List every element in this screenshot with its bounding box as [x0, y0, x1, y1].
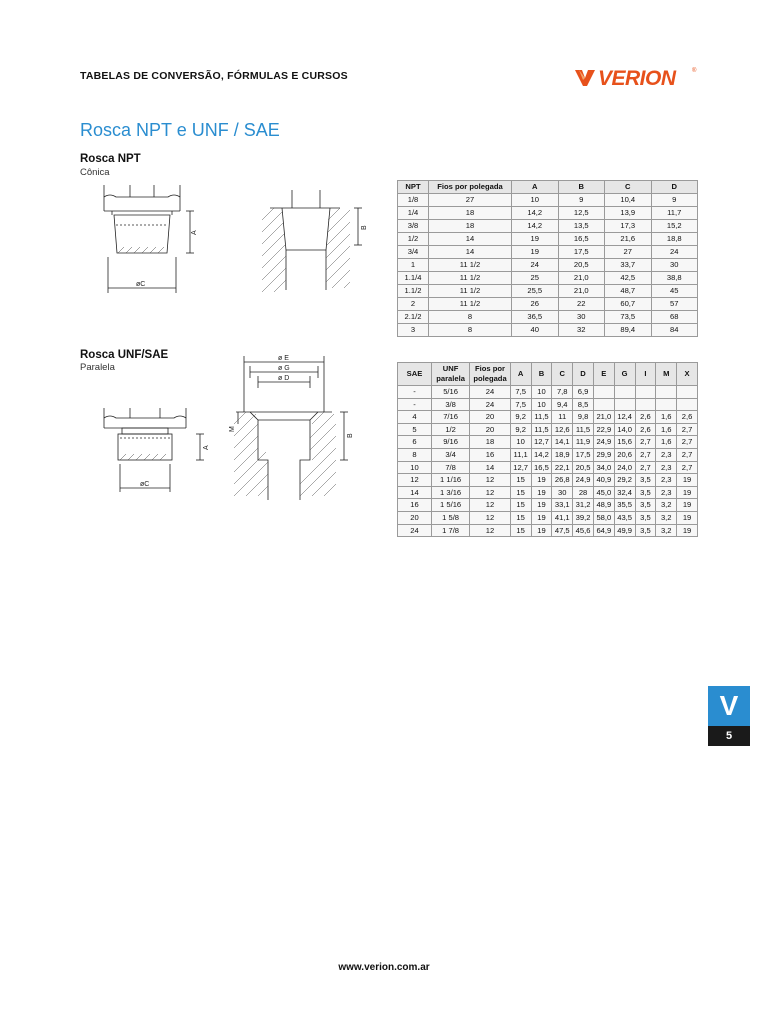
table-cell: 27 [429, 194, 512, 207]
table-cell: 12 [470, 524, 511, 537]
table-row [398, 324, 698, 337]
table-cell: 57 [651, 298, 698, 311]
table-cell: 2,7 [677, 461, 698, 474]
column-header [573, 363, 594, 386]
table-cell: 20 [470, 423, 511, 436]
column-header [593, 363, 614, 386]
table-cell: 1/4 [398, 207, 429, 220]
table-cell: 11 1/2 [429, 259, 512, 272]
table-cell: 12,6 [552, 423, 573, 436]
column-header-line: A [517, 369, 524, 378]
table-cell: 12,5 [558, 207, 605, 220]
table-cell: 12 [470, 511, 511, 524]
table-cell: 39,2 [573, 511, 594, 524]
column-header-line: B [538, 369, 545, 378]
table-cell: 48,9 [593, 499, 614, 512]
table-row [398, 436, 698, 449]
table-cell: 40,9 [593, 474, 614, 487]
table-cell: 11,5 [573, 423, 594, 436]
table-cell: 7/16 [431, 411, 469, 424]
table-cell: 47,5 [552, 524, 573, 537]
table-cell: 34,0 [593, 461, 614, 474]
table-cell: 1 7/8 [431, 524, 469, 537]
table-cell [593, 398, 614, 411]
table-cell: 1/2 [398, 233, 429, 246]
table-cell: 21,0 [558, 272, 605, 285]
table-cell: 12 [470, 474, 511, 487]
table-cell: 8 [429, 311, 512, 324]
table-cell: 19 [531, 474, 552, 487]
table-cell: 18 [429, 220, 512, 233]
table-cell: 30 [558, 311, 605, 324]
table-cell [677, 398, 698, 411]
table-row [398, 220, 698, 233]
table-row [398, 311, 698, 324]
table-cell: 22 [558, 298, 605, 311]
table-cell: 41,1 [552, 511, 573, 524]
footer-url: www.verion.com.ar [338, 962, 430, 973]
column-header-line: UNF [442, 364, 459, 373]
unf-table [397, 362, 698, 537]
column-header: C [605, 181, 652, 194]
table-row [398, 474, 698, 487]
table-row [398, 411, 698, 424]
table-row [398, 524, 698, 537]
table-cell [635, 398, 656, 411]
table-cell: 3/8 [398, 220, 429, 233]
table-cell: 29,9 [593, 448, 614, 461]
table-cell: 45,6 [573, 524, 594, 537]
table-cell: 2,3 [656, 474, 677, 487]
table-cell: 2 [398, 298, 429, 311]
table-cell: 14 [398, 486, 432, 499]
table-cell: 3/4 [398, 246, 429, 259]
table-cell: 17,5 [573, 448, 594, 461]
column-header [470, 363, 511, 386]
table-cell: 42,5 [605, 272, 652, 285]
table-cell: 11,5 [531, 411, 552, 424]
column-header: B [558, 181, 605, 194]
table-cell: 3,5 [635, 474, 656, 487]
table-cell: 10,4 [605, 194, 652, 207]
table-cell: 17,5 [558, 246, 605, 259]
table-cell: 7,5 [510, 386, 531, 399]
unf-section-title: Rosca UNF/SAE [80, 349, 169, 361]
table-cell: 14,0 [614, 423, 635, 436]
column-header [552, 363, 573, 386]
table-cell: 14 [429, 233, 512, 246]
table-cell: 30 [552, 486, 573, 499]
table-cell [635, 386, 656, 399]
table-cell: 12,7 [510, 461, 531, 474]
table-cell: 14,2 [512, 220, 559, 233]
page-title: Rosca NPT e UNF / SAE [80, 120, 280, 140]
table-cell: 6 [398, 436, 432, 449]
table-cell: 1/2 [431, 423, 469, 436]
table-cell: 14,2 [512, 207, 559, 220]
table-cell: 11,7 [651, 207, 698, 220]
table-row [398, 272, 698, 285]
table-row [398, 259, 698, 272]
table-cell: 18 [470, 436, 511, 449]
column-header-line: Fios por [475, 364, 505, 373]
table-cell: 19 [512, 233, 559, 246]
unf-dim-b-label: B [347, 433, 354, 438]
table-cell: 25 [512, 272, 559, 285]
table-cell: 14 [429, 246, 512, 259]
table-cell: 9 [651, 194, 698, 207]
table-cell: 3/8 [431, 398, 469, 411]
table-cell: 17,3 [605, 220, 652, 233]
column-header-line: D [580, 369, 586, 378]
column-header-line: X [684, 369, 690, 378]
table-cell: 32 [558, 324, 605, 337]
table-cell: 5/16 [431, 386, 469, 399]
table-cell: 14,1 [552, 436, 573, 449]
table-cell: 2,7 [677, 436, 698, 449]
table-cell: 49,9 [614, 524, 635, 537]
table-cell: 15 [510, 499, 531, 512]
table-cell: 9,8 [573, 411, 594, 424]
table-cell: 16,5 [558, 233, 605, 246]
table-cell: 19 [531, 486, 552, 499]
section-letter: V [708, 686, 750, 726]
table-cell: 3 [398, 324, 429, 337]
table-cell: 12 [398, 474, 432, 487]
table-cell: 26,8 [552, 474, 573, 487]
table-cell: 35,5 [614, 499, 635, 512]
table-cell: 3,5 [635, 486, 656, 499]
table-cell: 24 [512, 259, 559, 272]
table-cell: 24,0 [614, 461, 635, 474]
npt-male-fitting-drawing [100, 185, 210, 295]
npt-section-title: Rosca NPT [80, 153, 141, 165]
table-cell: 10 [531, 398, 552, 411]
table-cell: 38,8 [651, 272, 698, 285]
table-cell: 1,6 [656, 423, 677, 436]
table-cell: 3,5 [635, 511, 656, 524]
brand-logo-mark [574, 68, 596, 88]
table-cell: 3,5 [635, 499, 656, 512]
brand-registered-mark: ® [692, 68, 697, 74]
table-cell: 58,0 [593, 511, 614, 524]
table-cell: 2,7 [677, 423, 698, 436]
table-cell: 8 [398, 448, 432, 461]
table-cell: 15 [510, 524, 531, 537]
table-cell: 19 [677, 474, 698, 487]
table-cell: 9 [558, 194, 605, 207]
column-header-line: C [559, 369, 565, 378]
table-cell: 26 [512, 298, 559, 311]
table-cell: 19 [677, 524, 698, 537]
unf-section-subtitle: Paralela [80, 362, 115, 373]
unf-dim-d-label: ø D [278, 375, 290, 382]
table-cell: 11,9 [573, 436, 594, 449]
column-header [531, 363, 552, 386]
table-header-row [398, 181, 698, 194]
table-cell: 22,1 [552, 461, 573, 474]
table-cell: 24 [470, 386, 511, 399]
table-cell: 19 [531, 499, 552, 512]
table-cell: 10 [512, 194, 559, 207]
table-cell: 18,9 [552, 448, 573, 461]
table-cell: 24 [470, 398, 511, 411]
table-row [398, 285, 698, 298]
column-header [677, 363, 698, 386]
table-cell: 9,4 [552, 398, 573, 411]
column-header [614, 363, 635, 386]
table-cell: 24 [398, 524, 432, 537]
table-row [398, 386, 698, 399]
table-cell: 11,1 [510, 448, 531, 461]
section-tab [708, 686, 750, 746]
table-cell: 9,2 [510, 411, 531, 424]
table-cell: 84 [651, 324, 698, 337]
table-cell: 1 5/8 [431, 511, 469, 524]
table-cell: 29,2 [614, 474, 635, 487]
unf-dim-c-label: øC [140, 481, 150, 488]
table-cell: 2,7 [635, 461, 656, 474]
table-cell [677, 386, 698, 399]
table-cell: 33,7 [605, 259, 652, 272]
table-cell: 11,5 [531, 423, 552, 436]
table-cell: 16 [398, 499, 432, 512]
table-cell: 3,5 [635, 524, 656, 537]
table-cell: 5 [398, 423, 432, 436]
table-cell: 24,9 [573, 474, 594, 487]
table-cell: 36,5 [512, 311, 559, 324]
table-cell: 11 1/2 [429, 272, 512, 285]
column-header: Fios por polegada [429, 181, 512, 194]
column-header: D [651, 181, 698, 194]
table-cell: 30 [651, 259, 698, 272]
npt-dim-c-label: øC [136, 281, 146, 288]
table-cell: 19 [677, 511, 698, 524]
table-cell: 19 [512, 246, 559, 259]
table-row [398, 233, 698, 246]
table-cell: 12 [470, 486, 511, 499]
table-cell: - [398, 398, 432, 411]
table-cell: - [398, 386, 432, 399]
table-cell: 1.1/4 [398, 272, 429, 285]
npt-dim-b-label: B [361, 225, 368, 230]
table-cell: 9,2 [510, 423, 531, 436]
table-cell: 15,2 [651, 220, 698, 233]
brand-name: VERION [598, 67, 676, 90]
table-cell: 12,4 [614, 411, 635, 424]
table-cell: 19 [677, 486, 698, 499]
table-cell: 13,9 [605, 207, 652, 220]
table-row [398, 398, 698, 411]
page-number: 5 [708, 726, 750, 746]
table-cell: 10 [531, 386, 552, 399]
table-cell: 20,5 [558, 259, 605, 272]
table-cell: 2,6 [635, 423, 656, 436]
table-cell: 7,5 [510, 398, 531, 411]
table-row [398, 423, 698, 436]
table-cell [656, 386, 677, 399]
table-cell: 1.1/2 [398, 285, 429, 298]
table-row [398, 194, 698, 207]
table-cell: 16 [470, 448, 511, 461]
table-cell: 15 [510, 474, 531, 487]
table-cell: 40 [512, 324, 559, 337]
column-header-line: SAE [406, 369, 423, 378]
column-header [656, 363, 677, 386]
table-cell: 8 [429, 324, 512, 337]
table-row [398, 486, 698, 499]
table-cell: 20 [398, 511, 432, 524]
table-cell: 2.1/2 [398, 311, 429, 324]
table-cell [614, 398, 635, 411]
table-cell: 19 [531, 524, 552, 537]
table-cell: 10 [398, 461, 432, 474]
column-header [510, 363, 531, 386]
table-cell: 2,7 [635, 436, 656, 449]
unf-dim-e-label: ø E [278, 355, 289, 362]
table-cell: 16,5 [531, 461, 552, 474]
table-cell: 2,3 [656, 461, 677, 474]
table-cell: 1 3/16 [431, 486, 469, 499]
table-cell: 68 [651, 311, 698, 324]
column-header-line: polegada [473, 374, 507, 383]
column-header-line: paralela [436, 374, 465, 383]
table-cell: 14,2 [531, 448, 552, 461]
column-header-line: I [644, 369, 647, 378]
npt-section-subtitle: Cônica [80, 167, 110, 178]
table-cell: 24,9 [593, 436, 614, 449]
table-cell: 1/8 [398, 194, 429, 207]
header-title: TABELAS DE CONVERSÃO, FÓRMULAS E CURSOS [80, 70, 348, 82]
table-cell: 1,6 [656, 436, 677, 449]
table-cell: 2,3 [656, 448, 677, 461]
table-cell: 4 [398, 411, 432, 424]
table-cell: 11 1/2 [429, 298, 512, 311]
table-cell: 7/8 [431, 461, 469, 474]
table-cell: 18 [429, 207, 512, 220]
table-cell: 43,5 [614, 511, 635, 524]
table-cell: 19 [677, 499, 698, 512]
table-cell: 2,6 [635, 411, 656, 424]
table-cell: 15 [510, 511, 531, 524]
table-cell: 20,5 [573, 461, 594, 474]
table-cell: 25,5 [512, 285, 559, 298]
table-cell [614, 386, 635, 399]
table-cell: 28 [573, 486, 594, 499]
npt-female-port-drawing [260, 190, 370, 295]
table-cell: 7,8 [552, 386, 573, 399]
table-cell: 3,2 [656, 524, 677, 537]
table-row [398, 207, 698, 220]
table-cell: 3,2 [656, 499, 677, 512]
table-cell: 1,6 [656, 411, 677, 424]
table-row [398, 448, 698, 461]
column-header [431, 363, 469, 386]
table-cell: 20 [470, 411, 511, 424]
table-row [398, 246, 698, 259]
table-cell: 10 [510, 436, 531, 449]
table-cell: 31,2 [573, 499, 594, 512]
column-header: A [512, 181, 559, 194]
column-header: NPT [398, 181, 429, 194]
table-cell: 3,2 [656, 511, 677, 524]
column-header [635, 363, 656, 386]
table-cell: 3/4 [431, 448, 469, 461]
table-cell: 45,0 [593, 486, 614, 499]
table-cell: 89,4 [605, 324, 652, 337]
brand-logo [574, 68, 700, 90]
table-cell: 2,3 [656, 486, 677, 499]
table-cell: 22,9 [593, 423, 614, 436]
table-cell: 11 [552, 411, 573, 424]
table-cell: 13,5 [558, 220, 605, 233]
table-cell: 2,7 [635, 448, 656, 461]
table-cell: 9/16 [431, 436, 469, 449]
table-cell: 27 [605, 246, 652, 259]
table-cell: 24 [651, 246, 698, 259]
table-cell: 60,7 [605, 298, 652, 311]
table-cell: 2,6 [677, 411, 698, 424]
table-cell: 15 [510, 486, 531, 499]
unf-female-port-drawing [229, 352, 362, 502]
table-cell: 1 5/16 [431, 499, 469, 512]
column-header-line: G [621, 369, 628, 378]
table-cell: 21,0 [593, 411, 614, 424]
table-cell: 32,4 [614, 486, 635, 499]
table-cell: 2,7 [677, 448, 698, 461]
table-cell: 33,1 [552, 499, 573, 512]
table-cell: 11 1/2 [429, 285, 512, 298]
table-cell: 12,7 [531, 436, 552, 449]
table-cell: 21,6 [605, 233, 652, 246]
column-header-line: E [601, 369, 607, 378]
column-header-line: M [663, 369, 670, 378]
table-cell: 73,5 [605, 311, 652, 324]
table-cell: 64,9 [593, 524, 614, 537]
unf-dim-g-label: ø G [278, 365, 290, 372]
unf-male-fitting-drawing [100, 408, 210, 498]
unf-dim-m-label: M [229, 426, 236, 432]
table-cell: 1 1/16 [431, 474, 469, 487]
table-cell: 15,6 [614, 436, 635, 449]
table-cell: 48,7 [605, 285, 652, 298]
column-header [398, 363, 432, 386]
table-cell: 1 [398, 259, 429, 272]
table-row [398, 511, 698, 524]
table-cell: 6,9 [573, 386, 594, 399]
table-row [398, 499, 698, 512]
table-row [398, 461, 698, 474]
table-cell: 19 [531, 511, 552, 524]
table-cell [593, 386, 614, 399]
unf-dim-a-label: A [203, 445, 210, 450]
table-cell: 20,6 [614, 448, 635, 461]
table-header-row [398, 363, 698, 386]
table-cell: 12 [470, 499, 511, 512]
table-cell: 18,8 [651, 233, 698, 246]
table-cell [656, 398, 677, 411]
table-cell: 21,0 [558, 285, 605, 298]
table-row [398, 298, 698, 311]
npt-dim-a-label: A [191, 230, 198, 235]
table-cell: 45 [651, 285, 698, 298]
npt-table [397, 180, 698, 337]
table-cell: 8,5 [573, 398, 594, 411]
table-cell: 14 [470, 461, 511, 474]
